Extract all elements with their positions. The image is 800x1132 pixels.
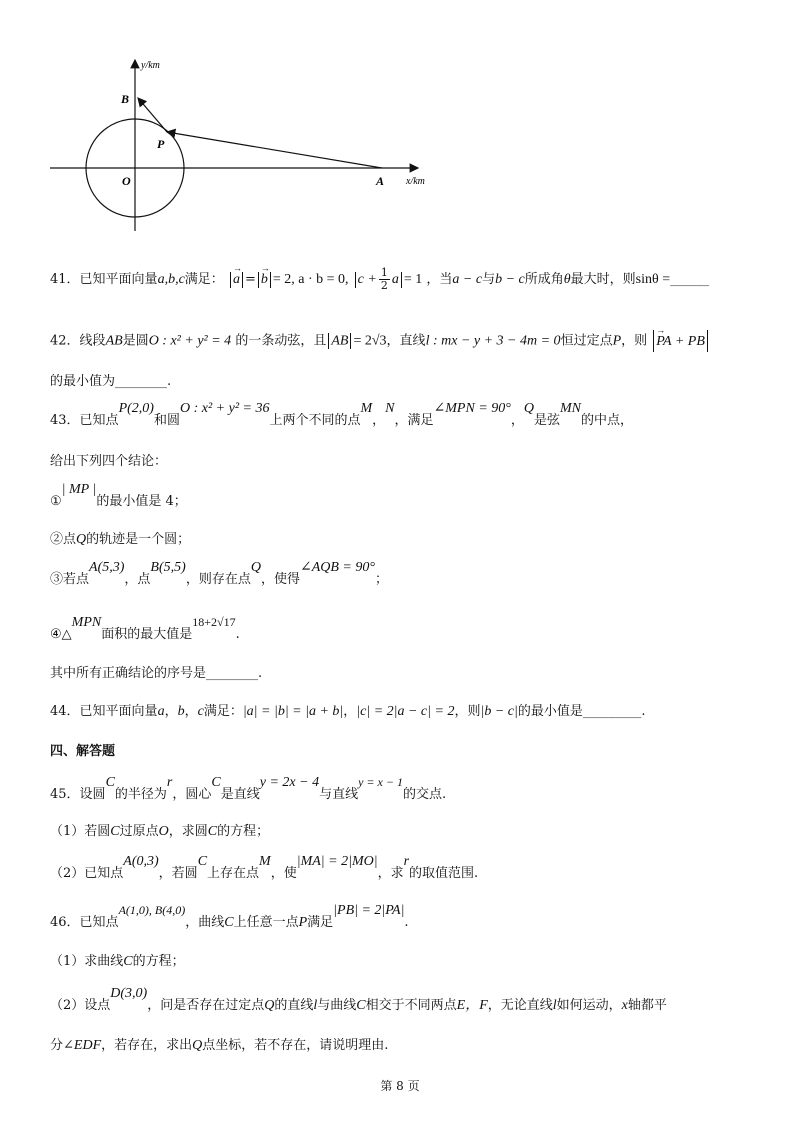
q41-number: 41． bbox=[50, 272, 80, 287]
q43-blank[interactable]: ________ bbox=[206, 666, 259, 681]
q42-line1: 42．线段AB是圆O : x² + y² = 4 的一条动弦，且 AB = 2√3，直线l : mx − y + 3 − 4m = 0恒过定点P，则 → PA + PB bbox=[50, 330, 710, 352]
q43-ask: 其中所有正确结论的序号是________. bbox=[50, 666, 263, 681]
q43-intro: 给出下列四个结论： bbox=[50, 454, 168, 469]
q46-line: 46．已知点A(1,0), B(4,0)，曲线C上任意一点P满足|PB| = 2|PA|. bbox=[50, 903, 409, 930]
q41-blank[interactable]: ______ bbox=[670, 272, 710, 287]
q44-blank[interactable]: _________ bbox=[582, 704, 642, 719]
q46-part1: （1）求曲线C的方程； bbox=[50, 954, 185, 969]
q44-line: 44．已知平面向量a，b，c满足：|a| = |b| = |a + b|，|c| = 2|a − c| = 2，则|b − c|的最小值是_________. bbox=[50, 704, 646, 719]
segment-P-B bbox=[138, 98, 167, 132]
label-O: O bbox=[122, 174, 131, 188]
q43-conclusion-1: ①| MP |的最小值是 4； bbox=[50, 482, 187, 509]
coordinate-figure bbox=[40, 48, 460, 248]
q43-conclusion-4: ④△MPN面积的最大值是18+2√17. bbox=[50, 615, 240, 642]
q41-text: 已知平面向量 bbox=[79, 272, 158, 287]
q42-circle: O : x² + y² = 4 bbox=[148, 333, 232, 349]
q42-blank[interactable]: ________ bbox=[115, 374, 168, 389]
q43-line1: 43．已知点P(2,0)和圆O : x² + y² = 36上两个不同的点M，N，满足∠MPN = 90°，Q是弦MN的中点， bbox=[50, 401, 634, 428]
q42-vector-sum: → PA + PB bbox=[656, 332, 705, 352]
segment-A-P bbox=[167, 132, 382, 168]
q41-sin: sinθ = bbox=[635, 272, 671, 287]
q43-conclusion-2: ②点Q的轨迹是一个圆； bbox=[50, 532, 191, 547]
x-axis-label: x/km bbox=[406, 176, 425, 187]
label-A: A bbox=[376, 174, 385, 188]
q46-part2-cont: 分∠EDF，若存在，求出Q点坐标，若不存在，请说明理由. bbox=[50, 1038, 389, 1053]
q41-line: 41．已知平面向量a,b,c满足： → a =→ b = 2, a · b = 0, c + $\frac{1}{2}$ a = 1 ，当a − c与b − c所成角θ最大时，则sinθ =______ bbox=[50, 267, 709, 292]
q41-vars: a,b,c bbox=[157, 272, 185, 287]
q41-vec-b: → b bbox=[261, 270, 268, 290]
label-B: B bbox=[121, 92, 130, 106]
q42-line2: 的最小值为________. bbox=[50, 374, 172, 389]
q41-fraction: $\frac{1}{2}$ bbox=[380, 266, 388, 292]
q43-conclusion-3: ③若点A(5,3)，点B(5,5)，则存在点Q，使得∠AQB = 90°； bbox=[50, 560, 388, 587]
y-axis-label: y/km bbox=[141, 60, 160, 71]
q42-line-eq: l : mx − y + 3 − 4m = 0 bbox=[425, 333, 561, 349]
q41-vec-a: → a bbox=[233, 270, 240, 290]
q45-part2: （2）已知点A(0,3)，若圆C上存在点M，使|MA| = 2|MO|，求r的取值范围. bbox=[50, 854, 479, 881]
q41-cond1: = 2, a · b = 0, bbox=[272, 272, 349, 287]
q45-part1: （1）若圆C过原点O，求圆C的方程； bbox=[50, 824, 270, 839]
q45-line: 45．设圆C的半径为r，圆心C是直线y = 2x − 4与直线y = x − 1的交点. bbox=[50, 775, 447, 802]
label-P: P bbox=[157, 137, 165, 151]
page-footer: 第 8 页 bbox=[380, 1079, 420, 1093]
q46-part2: （2）设点D(3,0)，问是否存在过定点Q的直线l与曲线C相交于不同两点E，F，无论直线l如何运动，x轴都平 bbox=[50, 986, 667, 1013]
section-heading: 四、解答题 bbox=[50, 744, 116, 759]
